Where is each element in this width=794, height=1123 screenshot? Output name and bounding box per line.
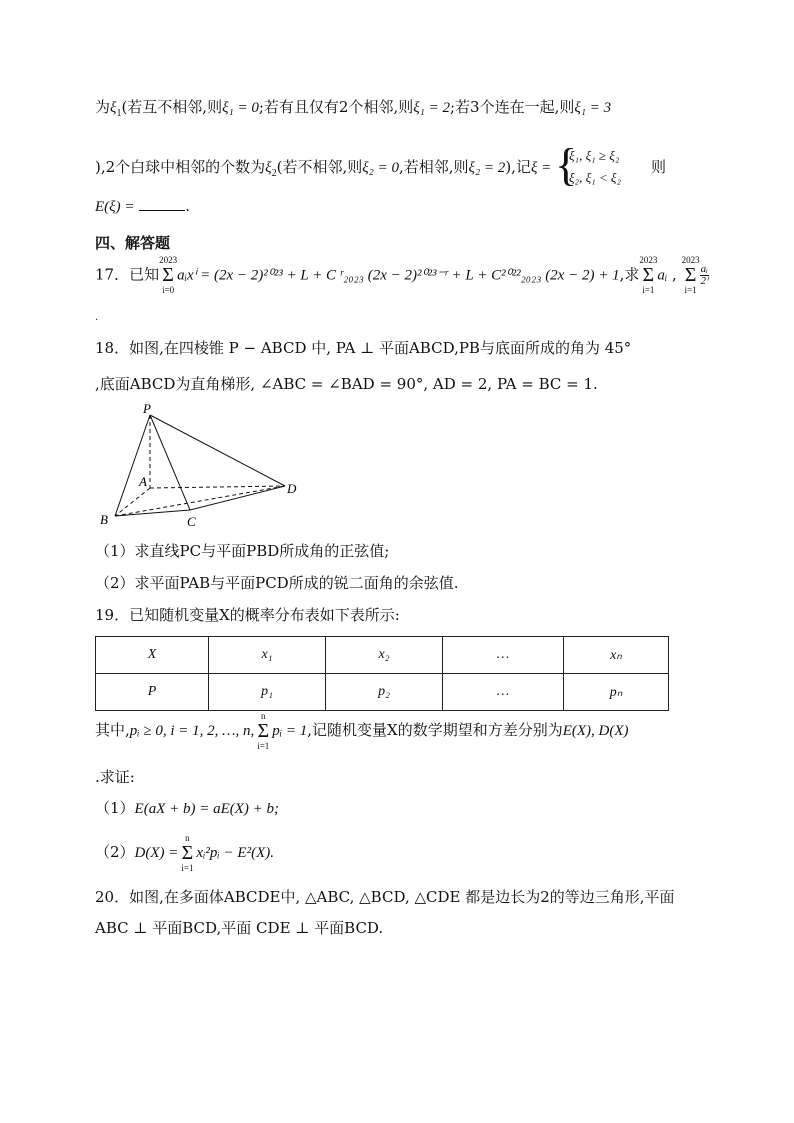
edge-AD bbox=[150, 486, 285, 488]
sum-symbol: n Σ i=1 bbox=[257, 710, 270, 751]
label-A: A bbox=[139, 474, 147, 489]
math: ξ₂ = 0 bbox=[362, 160, 399, 176]
case-1: ξ₁, ξ₁ ≥ ξ₂ bbox=[568, 148, 620, 163]
q18-line-2: ,底面ABCD为直角梯形, ∠ABC = ∠BAD = 90°, AD = 2, PA = BC = 1. bbox=[95, 375, 598, 393]
pyramid-figure bbox=[95, 398, 315, 533]
q19-part-2 bbox=[95, 832, 274, 873]
table-row bbox=[96, 637, 669, 674]
q16-line-1: 为$\xi_1$(若互不相邻,则ξ₁ = 0;若有且仅有2个相邻,则ξ₁ = 2;若3个连在一起,则ξ₁ = 3 bbox=[95, 98, 612, 119]
edge-PB bbox=[115, 415, 150, 516]
text: ),记 bbox=[505, 158, 531, 176]
sum-symbol: 2023 Σ i=0 bbox=[159, 255, 178, 295]
table-cell: pₙ bbox=[564, 674, 669, 711]
table-cell: xₙ bbox=[564, 637, 669, 674]
text: 则 bbox=[650, 158, 666, 176]
text: 其中, bbox=[95, 721, 130, 739]
math: ξ₁ = 0 bbox=[222, 100, 259, 116]
math: pᵢ = 1 bbox=[272, 723, 308, 739]
table-cell: … bbox=[443, 637, 564, 674]
table-cell: p₁ bbox=[209, 674, 326, 711]
table-cell: P bbox=[96, 674, 209, 711]
label-B: B bbox=[100, 512, 108, 527]
answer-blank[interactable] bbox=[139, 209, 185, 211]
sum-symbol: 2023 Σ i=1 bbox=[639, 255, 658, 295]
q19-prove: .求证: bbox=[95, 768, 135, 786]
table-cell: x₁ bbox=[209, 637, 326, 674]
q19-part-1 bbox=[95, 798, 279, 819]
sum-symbol: n Σ i=1 bbox=[181, 832, 194, 873]
table-cell: x₂ bbox=[326, 637, 443, 674]
q17: 17．已知 2023 Σ i=0 aᵢxⁱ = (2x − 2)²⁰²³ + L + C ʳ₂₀₂₃ (2x − 2)²⁰²³⁻ʳ + L + C²⁰²²₂₀₂₃ (2x − 2) + 1,求 2023 Σ i=1 aᵢ , 2023 Σ i=1 $\frac{\text{aᵢ}}{\text{2ⁱ}}$ bbox=[95, 255, 708, 295]
q20-line-1 bbox=[95, 887, 675, 907]
q18-part-1: （1）求直线PC与平面PBD所成角的正弦值; bbox=[95, 542, 390, 560]
piecewise-brace: { ξ₁, ξ₁ ≥ ξ₂ ξ₂, ξ₁ < ξ₂ bbox=[554, 139, 622, 190]
text: 如图,在四棱锥 P − ABCD 中, PA ⊥ 平面ABCD,PB与底面所成的角为 45° bbox=[129, 339, 632, 357]
q18-part-2: （2）求平面PAB与平面PCD所成的锐二面角的余弦值. bbox=[95, 574, 459, 592]
label-P: P bbox=[143, 401, 151, 416]
edge-BD bbox=[115, 486, 285, 516]
math: E(aX + b) = aE(X) + b; bbox=[134, 801, 280, 817]
question-number: 18． bbox=[95, 339, 130, 357]
q16-line-2: ),2个白球中相邻的个数为$\xi_2$(若不相邻,则ξ₂ = 0,若相邻,则ξ₂ = 2),记ξ = { ξ₁, ξ₁ ≥ ξ₂ ξ₂, ξ₁ < ξ₂ 则 bbox=[95, 139, 666, 190]
math: pᵢ ≥ 0, i = 1, 2, …, n, bbox=[129, 723, 255, 739]
expectation: E(ξ) = bbox=[95, 199, 135, 215]
question-number: 19． bbox=[95, 606, 130, 624]
label-D: D bbox=[287, 481, 297, 496]
text: ;若3个连在一起,则 bbox=[449, 98, 575, 116]
text: . bbox=[185, 197, 191, 215]
edge-CD bbox=[190, 486, 285, 510]
text: ;若有且仅有2个相邻,则 bbox=[258, 98, 414, 116]
math: ξ₁ = 3 bbox=[574, 100, 612, 116]
edge-PD bbox=[150, 415, 285, 486]
q19-intro bbox=[95, 605, 400, 625]
case-2: ξ₂, ξ₁ < ξ₂ bbox=[568, 170, 622, 185]
question-number: 17． bbox=[95, 265, 130, 284]
text: 如图,在多面体ABCDE中, △ABC, △BCD, △CDE 都是边长为2的等边三角形,平面 bbox=[129, 888, 675, 906]
text: (若互不相邻,则 bbox=[121, 98, 223, 116]
q20-line-2: ABC ⊥ 平面BCD,平面 CDE ⊥ 平面BCD. bbox=[95, 919, 384, 937]
q18-line-1 bbox=[95, 338, 631, 358]
edge-PC bbox=[150, 415, 190, 510]
table-row bbox=[96, 674, 669, 711]
text: 已知 bbox=[129, 265, 160, 284]
math: xᵢ²pᵢ − E²(X). bbox=[196, 845, 274, 861]
q19-where bbox=[95, 710, 629, 751]
fraction: $\frac{\text{aᵢ}}{\text{2ⁱ}}$ bbox=[700, 263, 708, 287]
math: D(X) = bbox=[134, 845, 179, 861]
text: （2） bbox=[95, 843, 135, 861]
text: (若不相邻,则 bbox=[276, 158, 363, 176]
text: 为 bbox=[95, 98, 111, 116]
table-cell: … bbox=[443, 674, 564, 711]
math: E(X), D(X) bbox=[562, 723, 629, 739]
math: ξ₂ = 2 bbox=[468, 160, 506, 176]
text: ,记随机变量X的数学期望和方差分别为 bbox=[307, 721, 563, 739]
text: ),2个白球中相邻的个数为 bbox=[95, 158, 266, 176]
text: 已知随机变量X的概率分布表如下表所示: bbox=[129, 606, 400, 624]
expansion: aᵢxⁱ = (2x − 2)²⁰²³ + L + C ʳ₂₀₂₃ (2x − 2)²⁰²³⁻ʳ + L + C²⁰²²₂₀₂₃ (2x − 2) + 1 bbox=[177, 267, 620, 284]
question-number: 20． bbox=[95, 888, 130, 906]
distribution-table bbox=[95, 636, 669, 711]
table-cell: X bbox=[96, 637, 209, 674]
sum-symbol: 2023 Σ i=1 bbox=[681, 255, 700, 295]
label-C: C bbox=[187, 514, 196, 529]
text: （1） bbox=[95, 799, 135, 817]
edge-BC bbox=[115, 510, 190, 516]
table-cell: p₂ bbox=[326, 674, 443, 711]
text: ,若相邻,则 bbox=[399, 158, 469, 176]
q17-tail: . bbox=[95, 312, 99, 323]
text: ,求 bbox=[619, 265, 640, 284]
math: ξ₁ = 2 bbox=[413, 100, 450, 116]
section-heading: 四、解答题 bbox=[95, 234, 171, 252]
q16-line-3 bbox=[95, 196, 190, 217]
math: aᵢ bbox=[657, 267, 668, 284]
